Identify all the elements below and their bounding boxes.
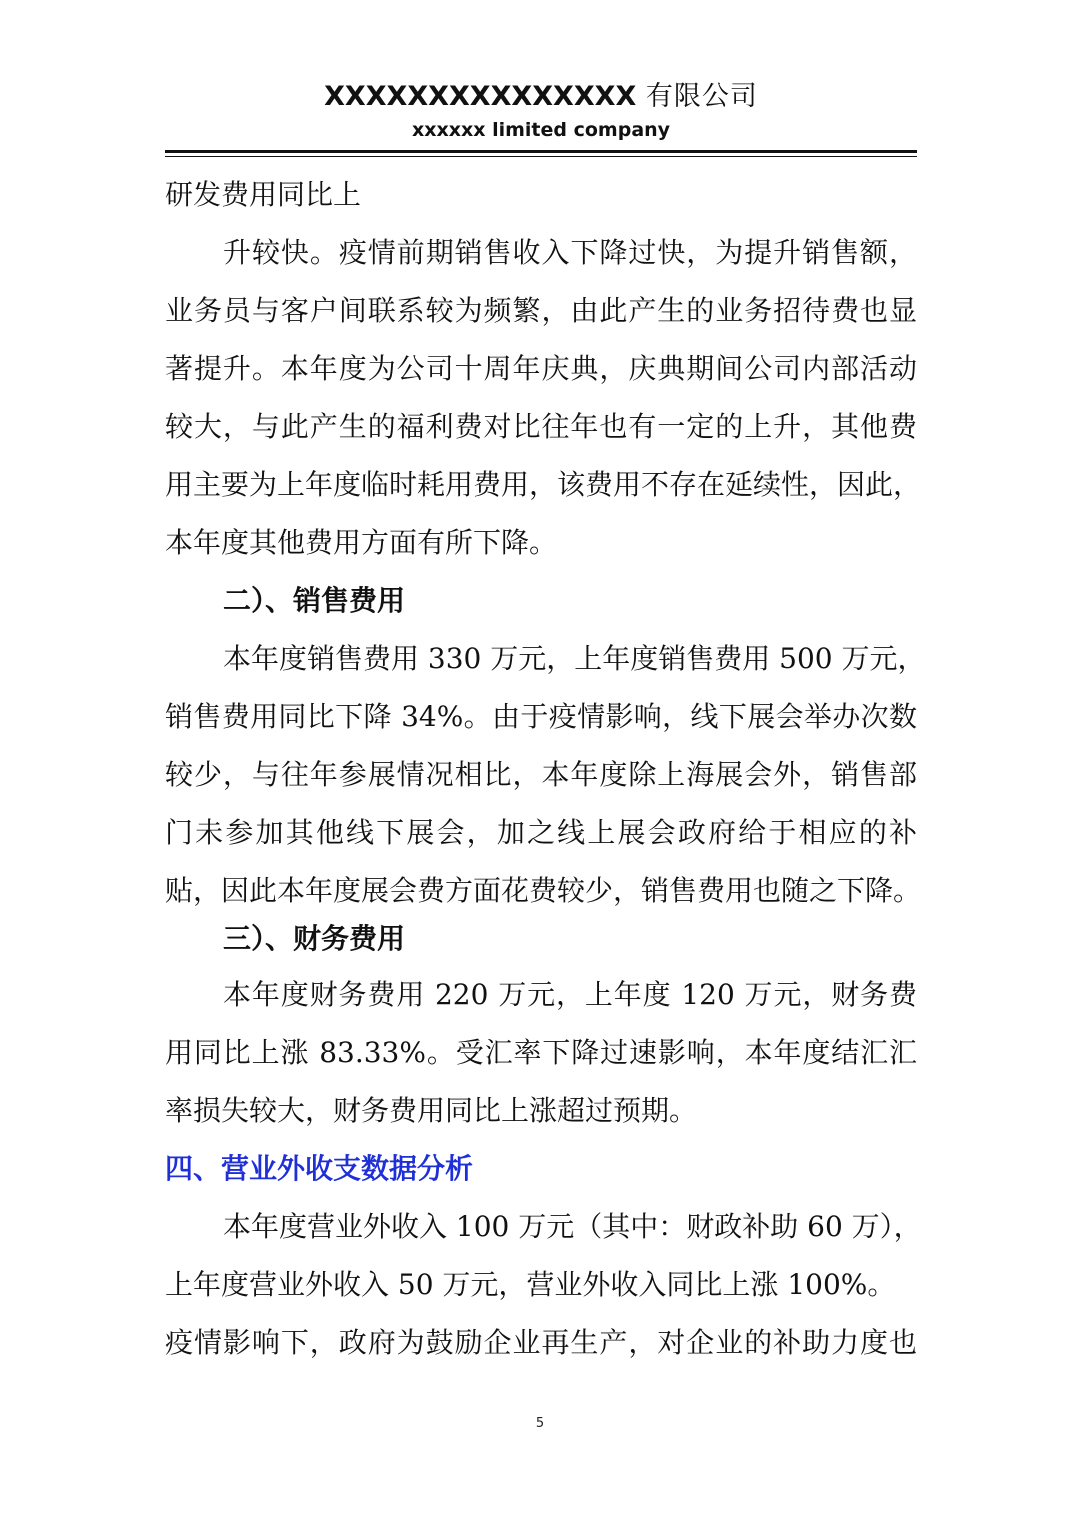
body-line: 疫情影响下，政府为鼓励企业再生产，对企业的补助力度也 bbox=[165, 1326, 917, 1359]
body-line: 用同比上涨 83.33%。受汇率下降过速影响，本年度结汇汇 bbox=[165, 1036, 917, 1069]
page-number: 5 bbox=[535, 1416, 545, 1431]
body-line: 销售费用同比下降 34%。由于疫情影响，线下展会举办次数 bbox=[165, 700, 917, 733]
section-heading-non-operating: 四、营业外收支数据分析 bbox=[165, 1152, 474, 1185]
header-rule-thin bbox=[165, 156, 917, 157]
subsection-heading-financial-expenses: 三）、财务费用 bbox=[223, 922, 406, 955]
document-header bbox=[165, 78, 917, 144]
company-name-placeholder: XXXXXXXXXXXXXXX bbox=[324, 81, 637, 112]
body-line: 上年度营业外收入 50 万元，营业外收入同比上涨 100%。 bbox=[165, 1268, 896, 1301]
company-name-en: xxxxxx limited company bbox=[411, 119, 671, 141]
body-line: 较少，与往年参展情况相比，本年度除上海展会外，销售部 bbox=[165, 758, 917, 791]
body-line: 本年度财务费用 220 万元，上年度 120 万元，财务费 bbox=[223, 978, 917, 1011]
body-line: 研发费用同比上 bbox=[165, 178, 362, 211]
body-line: 升较快。疫情前期销售收入下降过快，为提升销售额， bbox=[223, 236, 917, 269]
body-line: 贴，因此本年度展会费方面花费较少，销售费用也随之下降。 bbox=[165, 874, 922, 907]
header-rule-thick bbox=[165, 150, 917, 153]
subsection-heading-sales-expenses: 二）、销售费用 bbox=[223, 584, 406, 617]
body-line: 门未参加其他线下展会，加之线上展会政府给于相应的补 bbox=[165, 816, 917, 849]
body-line: 本年度营业外收入 100 万元（其中：财政补助 60 万）， bbox=[223, 1210, 922, 1243]
body-line: 较大，与此产生的福利费对比往年也有一定的上升，其他费 bbox=[165, 410, 917, 443]
body-line: 用主要为上年度临时耗用费用，该费用不存在延续性，因此， bbox=[165, 468, 922, 501]
body-line: 本年度销售费用 330 万元，上年度销售费用 500 万元， bbox=[223, 642, 926, 675]
company-name-cn bbox=[165, 78, 917, 116]
company-name-suffix: 有限公司 bbox=[636, 81, 758, 112]
body-line: 本年度其他费用方面有所下降。 bbox=[165, 526, 558, 559]
body-line: 著提升。本年度为公司十周年庆典，庆典期间公司内部活动 bbox=[165, 352, 917, 385]
body-line: 率损失较大，财务费用同比上涨超过预期。 bbox=[165, 1094, 698, 1127]
body-line: 业务员与客户间联系较为频繁，由此产生的业务招待费也显 bbox=[165, 294, 917, 327]
